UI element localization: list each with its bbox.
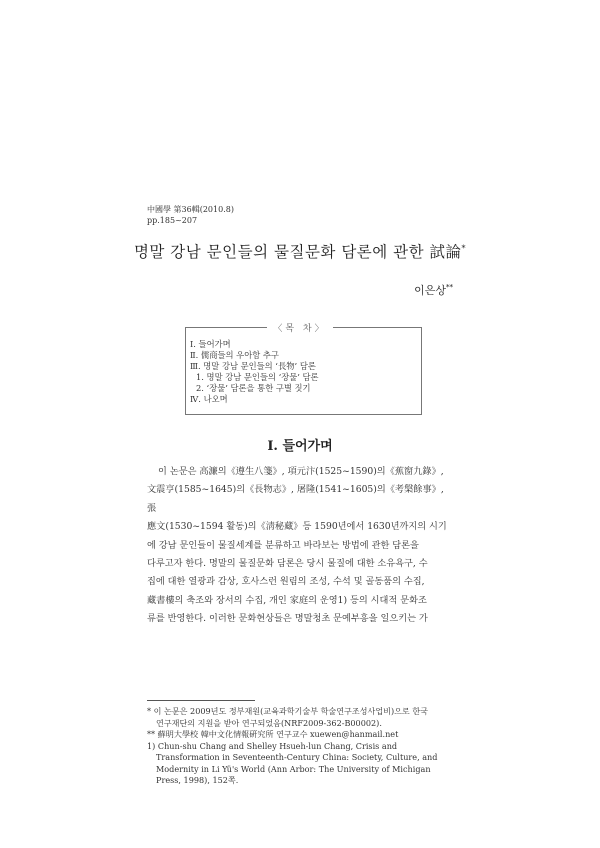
author-name <box>414 282 453 298</box>
body-line: 藏書樓의 축조와 장서의 수집, 개인 家庭의 운영1) 등의 시대적 문화조 <box>147 594 427 606</box>
footnote-line: Transformation in Seventeenth-Century China: Society, Culture, and <box>156 752 438 762</box>
body-line: 應文(1530~1594 활동)의《淸秘藏》등 1590년에서 1630년까지의 시기 <box>147 521 447 533</box>
footnote-line: ** 蘚明大學校 韓中文化情報硏究所 연구교수 xuewen@hanmail.net <box>147 729 399 739</box>
paper-title-text: 명말 강남 문인들의 물질문화 담론에 관한 試論 <box>133 243 462 261</box>
toc-subitem: 2. ‘장물’ 담론을 통한 구별 짓기 <box>196 383 311 393</box>
author-name-text: 이은상 <box>414 284 446 297</box>
footnote-divider <box>147 700 255 701</box>
footnote-line: Press, 1998), 152쪽. <box>156 775 239 785</box>
toc-heading <box>0 316 600 335</box>
toc-heading-text: 〈목 차〉 <box>267 324 332 334</box>
body-line: 文震亨(1585~1645)의《長物志》, 屠隆(1541~1605)의《考槃餘事》, 張 <box>147 484 444 514</box>
toc-item: Ⅳ. 나오며 <box>190 394 228 404</box>
toc-item: Ⅱ. 儒商들의 우아함 추구 <box>190 350 279 360</box>
footnote-line: Modernity in Li Yü's World (Ann Arbor: The University of Michigan <box>156 763 431 774</box>
footnote-line: 1) Chun-shu Chang and Shelley Hsueh-lun Chang, Crisis and <box>147 740 398 751</box>
footnote-line: 연구재단의 지원을 받아 연구되었음(NRF2009-362-B00002). <box>156 717 382 728</box>
journal-pages: pp.185~207 <box>147 216 198 225</box>
footnotes <box>147 706 457 787</box>
body-line: 다루고자 한다. 명말의 물질문화 담론은 당시 물질에 대한 소유욕구, 수 <box>147 558 428 570</box>
body-line: 이 논문은 高濂의《遵生八箋》, 項元汴(1525~1590)의《蕉窗九錄》, <box>158 466 444 477</box>
toc-subitem: 1. 명말 강남 문인들의 ‘장물’ 담론 <box>196 372 319 382</box>
toc-item: Ⅰ. 들어가며 <box>190 339 231 349</box>
title-footnote-mark: * <box>461 243 467 253</box>
toc-list <box>190 339 319 405</box>
author-footnote-mark: ** <box>446 283 453 292</box>
footnote-line: * 이 논문은 2009년도 정부재원(교육과학기술부 학술연구조성사업비)으로 한국 <box>147 706 428 716</box>
section-heading: Ⅰ. 들어가며 <box>267 439 333 454</box>
body-line: 에 강남 문인들이 물질세계를 분류하고 바라보는 방법에 관한 담론을 <box>147 539 419 551</box>
journal-info <box>147 204 234 226</box>
journal-issue: 中國學 第36輯(2010.8) <box>147 205 234 214</box>
toc-item: Ⅲ. 명말 강남 문인들의 ‘長物’ 담론 <box>190 361 316 371</box>
body-line: 류를 반영한다. 이러한 문화현상들은 명말청초 문예부흥을 일으키는 가 <box>147 613 428 625</box>
paper-title <box>0 240 600 262</box>
body-paragraph <box>147 463 455 629</box>
body-line: 집에 대한 열광과 감상, 호사스런 원림의 조성, 수석 및 골동품의 수집, <box>147 576 425 588</box>
